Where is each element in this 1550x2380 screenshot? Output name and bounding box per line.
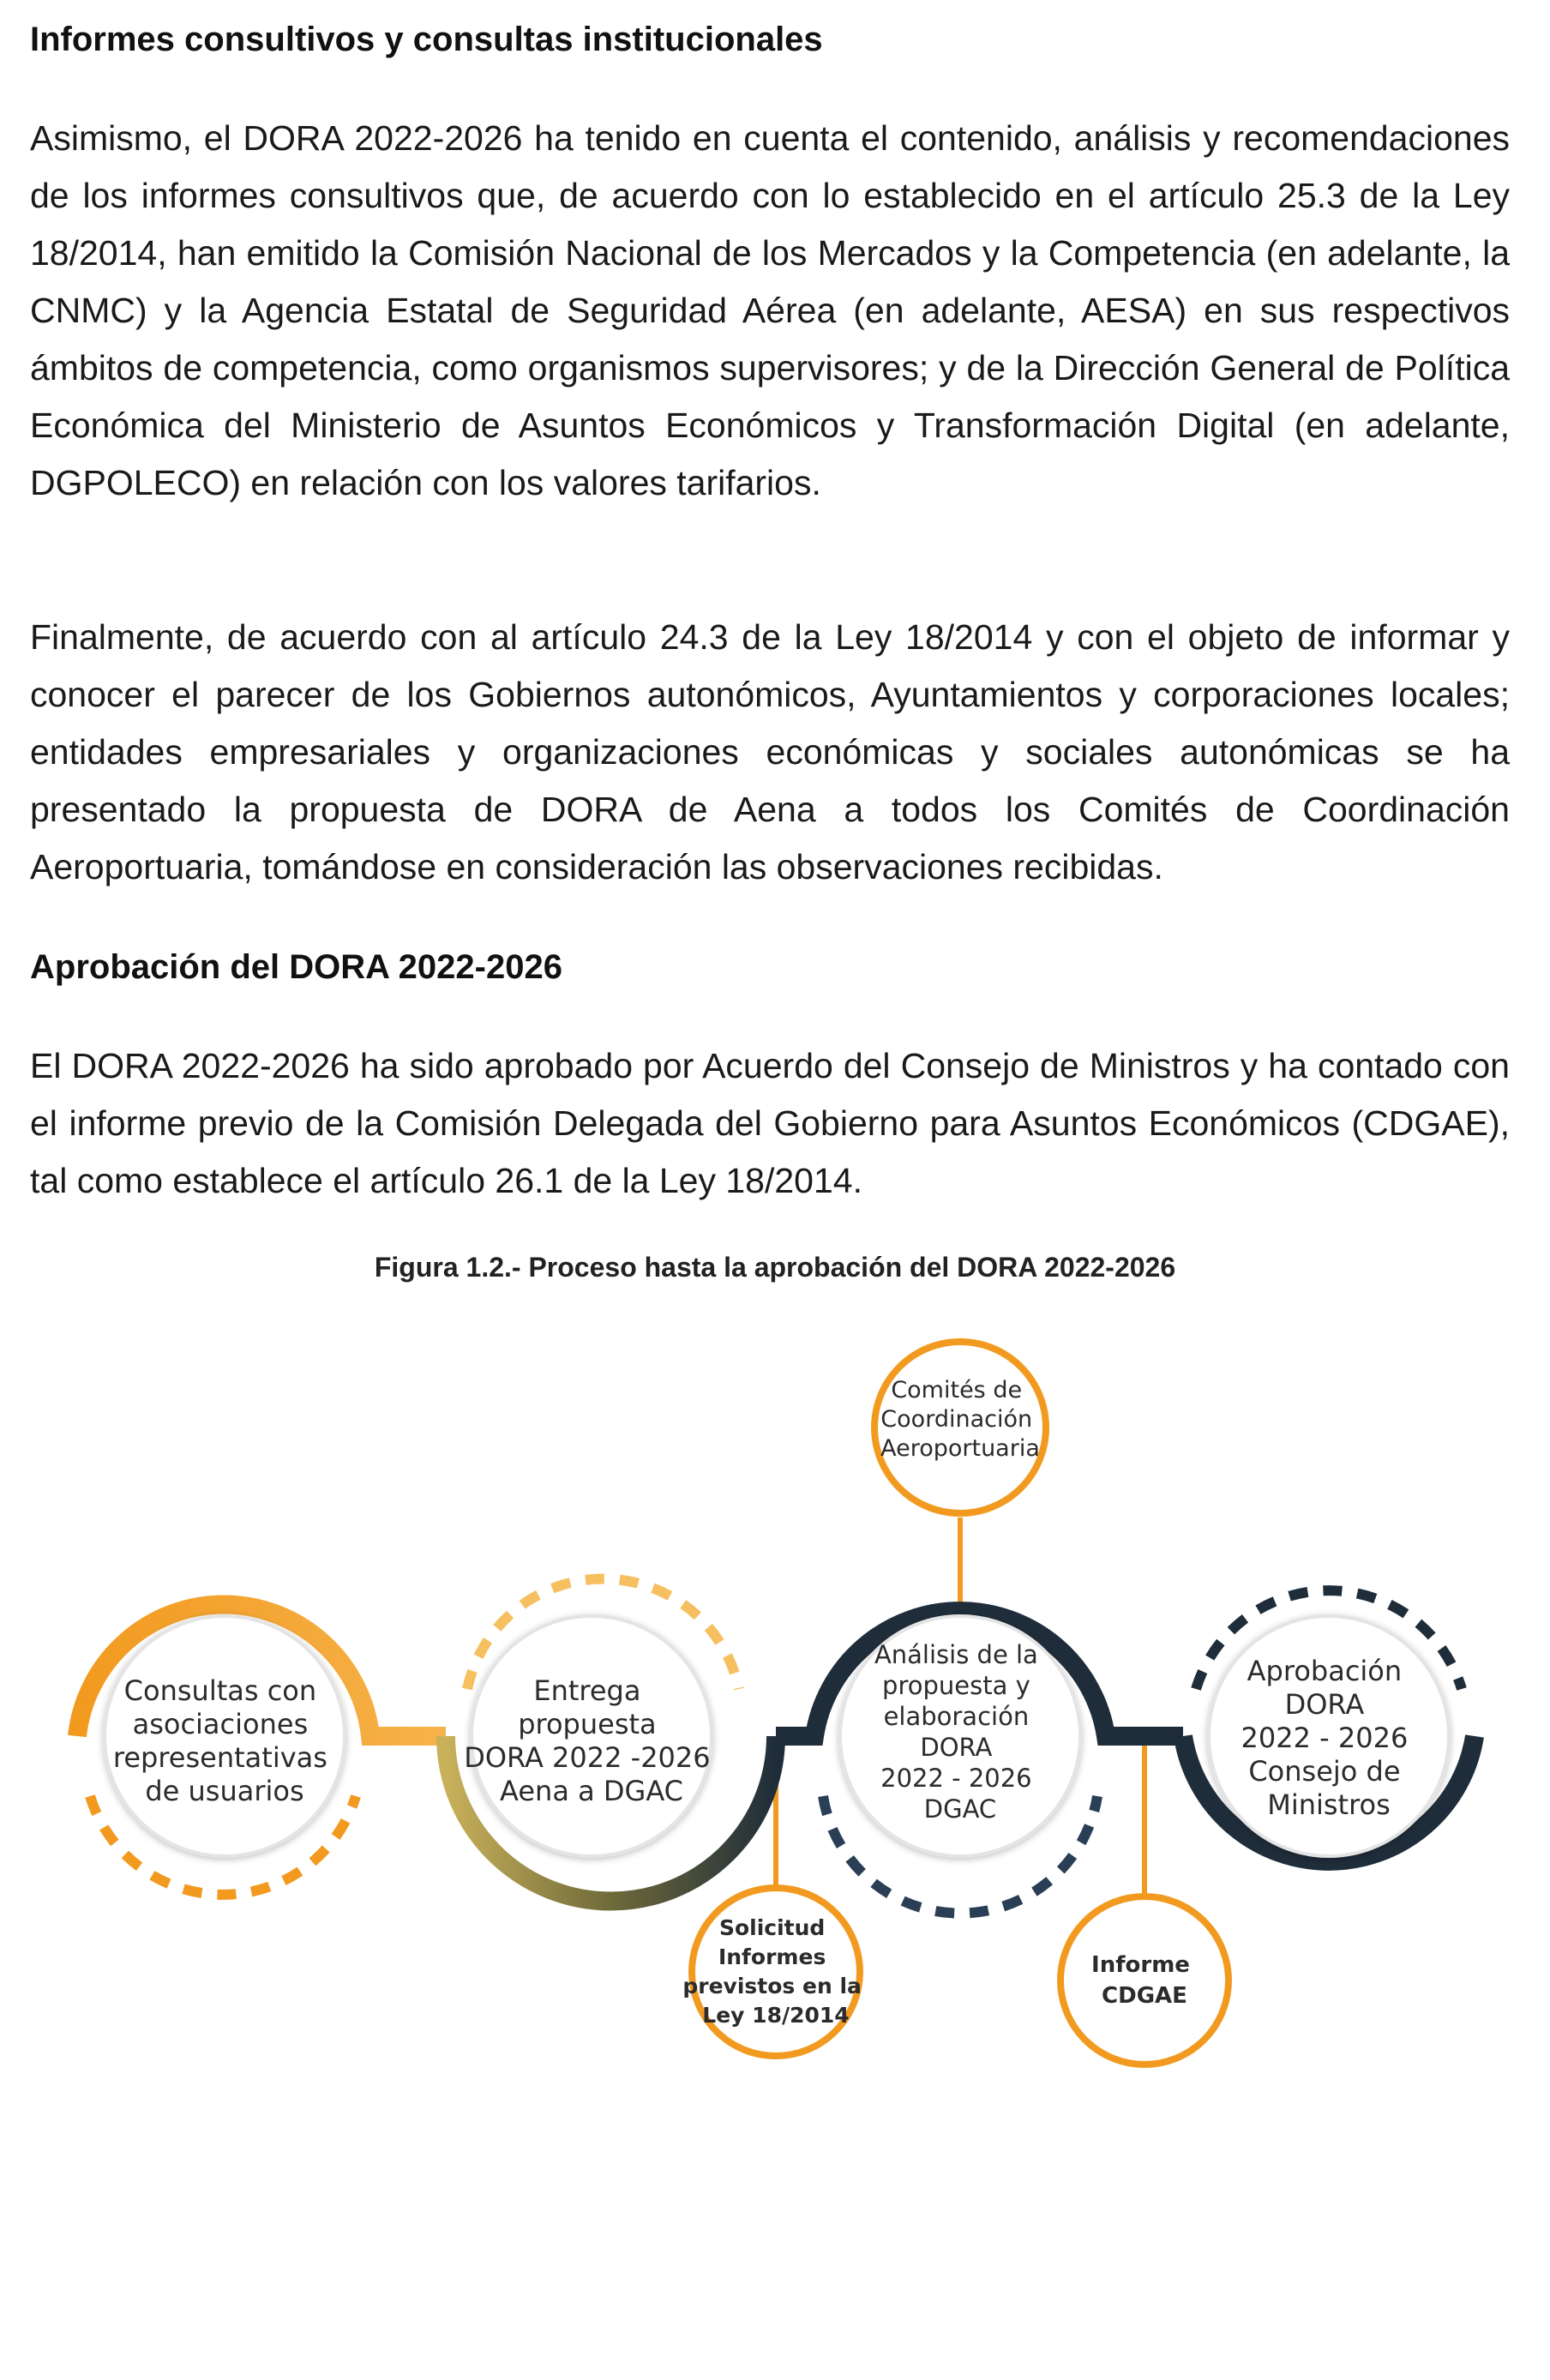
step-entrega [464, 1616, 719, 1856]
paragraph-aprobacion: El DORA 2022-2026 ha sido aprobado por Acuerdo del Consejo de Ministros y ha contado con el informe previo de la Comisión Delegada del Gobierno para Asuntos Económicos (CDGAE), tal como establece el artículo 26.1 de la Ley 18/2014. [30, 1046, 1510, 1200]
step-analisis-line: propuesta y [882, 1671, 1030, 1700]
step-entrega-line: Aena a DGAC [500, 1775, 683, 1807]
step-consultas-line: asociaciones [132, 1708, 309, 1740]
step-consultas-line: Consultas con [123, 1674, 317, 1707]
svg-text:Consultas con asociaci [113, 1674, 336, 1807]
step-aprobacion [1209, 1616, 1449, 1856]
paragraph-informes-consultivos: Asimismo, el DORA 2022-2026 ha tenido en cuenta el contenido, análisis y recomendaciones de los informes consultivos que, de acuerdo con lo establecido en el artículo 25.3 de la Ley 18/2014, han emitido la Comisión Nacional de los Mercados y la Competencia (en adelante, la CNMC) y la Agencia Estatal de Seguridad Aérea (en adelante, AESA) en sus respectivos ámbitos de competencia, como organismos supervisores; y de la Dirección General de Política Económica del Ministerio de Asuntos Económicos y Transformación Digital (en adelante, DGPOLECO) en relación con los valores tarifarios. [30, 118, 1510, 502]
step-analisis-line: 2022 - 2026 [880, 1764, 1032, 1793]
node-comites-line: Coordinación [880, 1406, 1033, 1433]
step-consultas-line: de usuarios [145, 1775, 304, 1807]
step-aprobacion-line: Ministros [1267, 1788, 1391, 1821]
step-entrega-line: Entrega [533, 1674, 641, 1707]
step-analisis-line: DGAC [923, 1794, 997, 1824]
node-cdgae-line: Informe [1091, 1952, 1190, 1978]
step-consultas [105, 1616, 345, 1856]
step-entrega-line: DORA 2022 -2026 [464, 1741, 711, 1774]
step-analisis-line: elaboración [883, 1702, 1030, 1731]
step-aprobacion-line: Consejo de [1248, 1755, 1401, 1788]
figure-caption: Figura 1.2.- Proceso hasta la aprobación del DORA 2022-2026 [374, 1252, 1176, 1283]
node-solicitud-line: previstos en la [682, 1974, 862, 1998]
node-comites-line: Aeroportuaria [880, 1435, 1040, 1462]
node-solicitud-line: Informes [718, 1944, 826, 1969]
node-comites-line: Comités de [891, 1377, 1023, 1403]
step-entrega-line: propuesta [518, 1708, 657, 1740]
svg-text:Aprobación DORA [1241, 1655, 1417, 1821]
svg-text:Comités de Coordinació [880, 1377, 1040, 1462]
node-comites [874, 1342, 1046, 1513]
process-diagram [0, 1303, 1550, 2075]
step-aprobacion-line: Aprobación [1247, 1655, 1403, 1687]
step-analisis-line: Análisis de la [874, 1640, 1038, 1669]
node-solicitud [682, 1888, 868, 2056]
step-aprobacion-line: DORA [1284, 1688, 1365, 1721]
node-solicitud-line: Ley 18/2014 [702, 2003, 850, 2028]
node-solicitud-line: Solicitud [718, 1915, 826, 1940]
section-heading-informes: Informes consultivos y consultas institucionales [30, 21, 823, 58]
node-cdgae [1060, 1896, 1229, 2064]
step-analisis-line: DORA [920, 1733, 993, 1762]
step-consultas-line: representativas [112, 1741, 327, 1774]
paragraph-comites-coordinacion: Finalmente, de acuerdo con al artículo 24.3 de la Ley 18/2014 y con el objeto de informar y conocer el parecer de los Gobiernos autonómicos, Ayuntamientos y corporaciones locales; entidades empresariales y organizaciones económicas y sociales autonómicas se ha presentado la propuesta de DORA de Aena a todos los Comités de Coordinación Aeroportuaria, tomándose en consideración las observaciones recibidas. [30, 617, 1510, 886]
node-cdgae-line: CDGAE [1102, 1983, 1187, 2009]
section-heading-aprobacion: Aprobación del DORA 2022-2026 [30, 948, 562, 986]
step-analisis [840, 1616, 1080, 1856]
step-aprobacion-line: 2022 - 2026 [1241, 1722, 1409, 1754]
